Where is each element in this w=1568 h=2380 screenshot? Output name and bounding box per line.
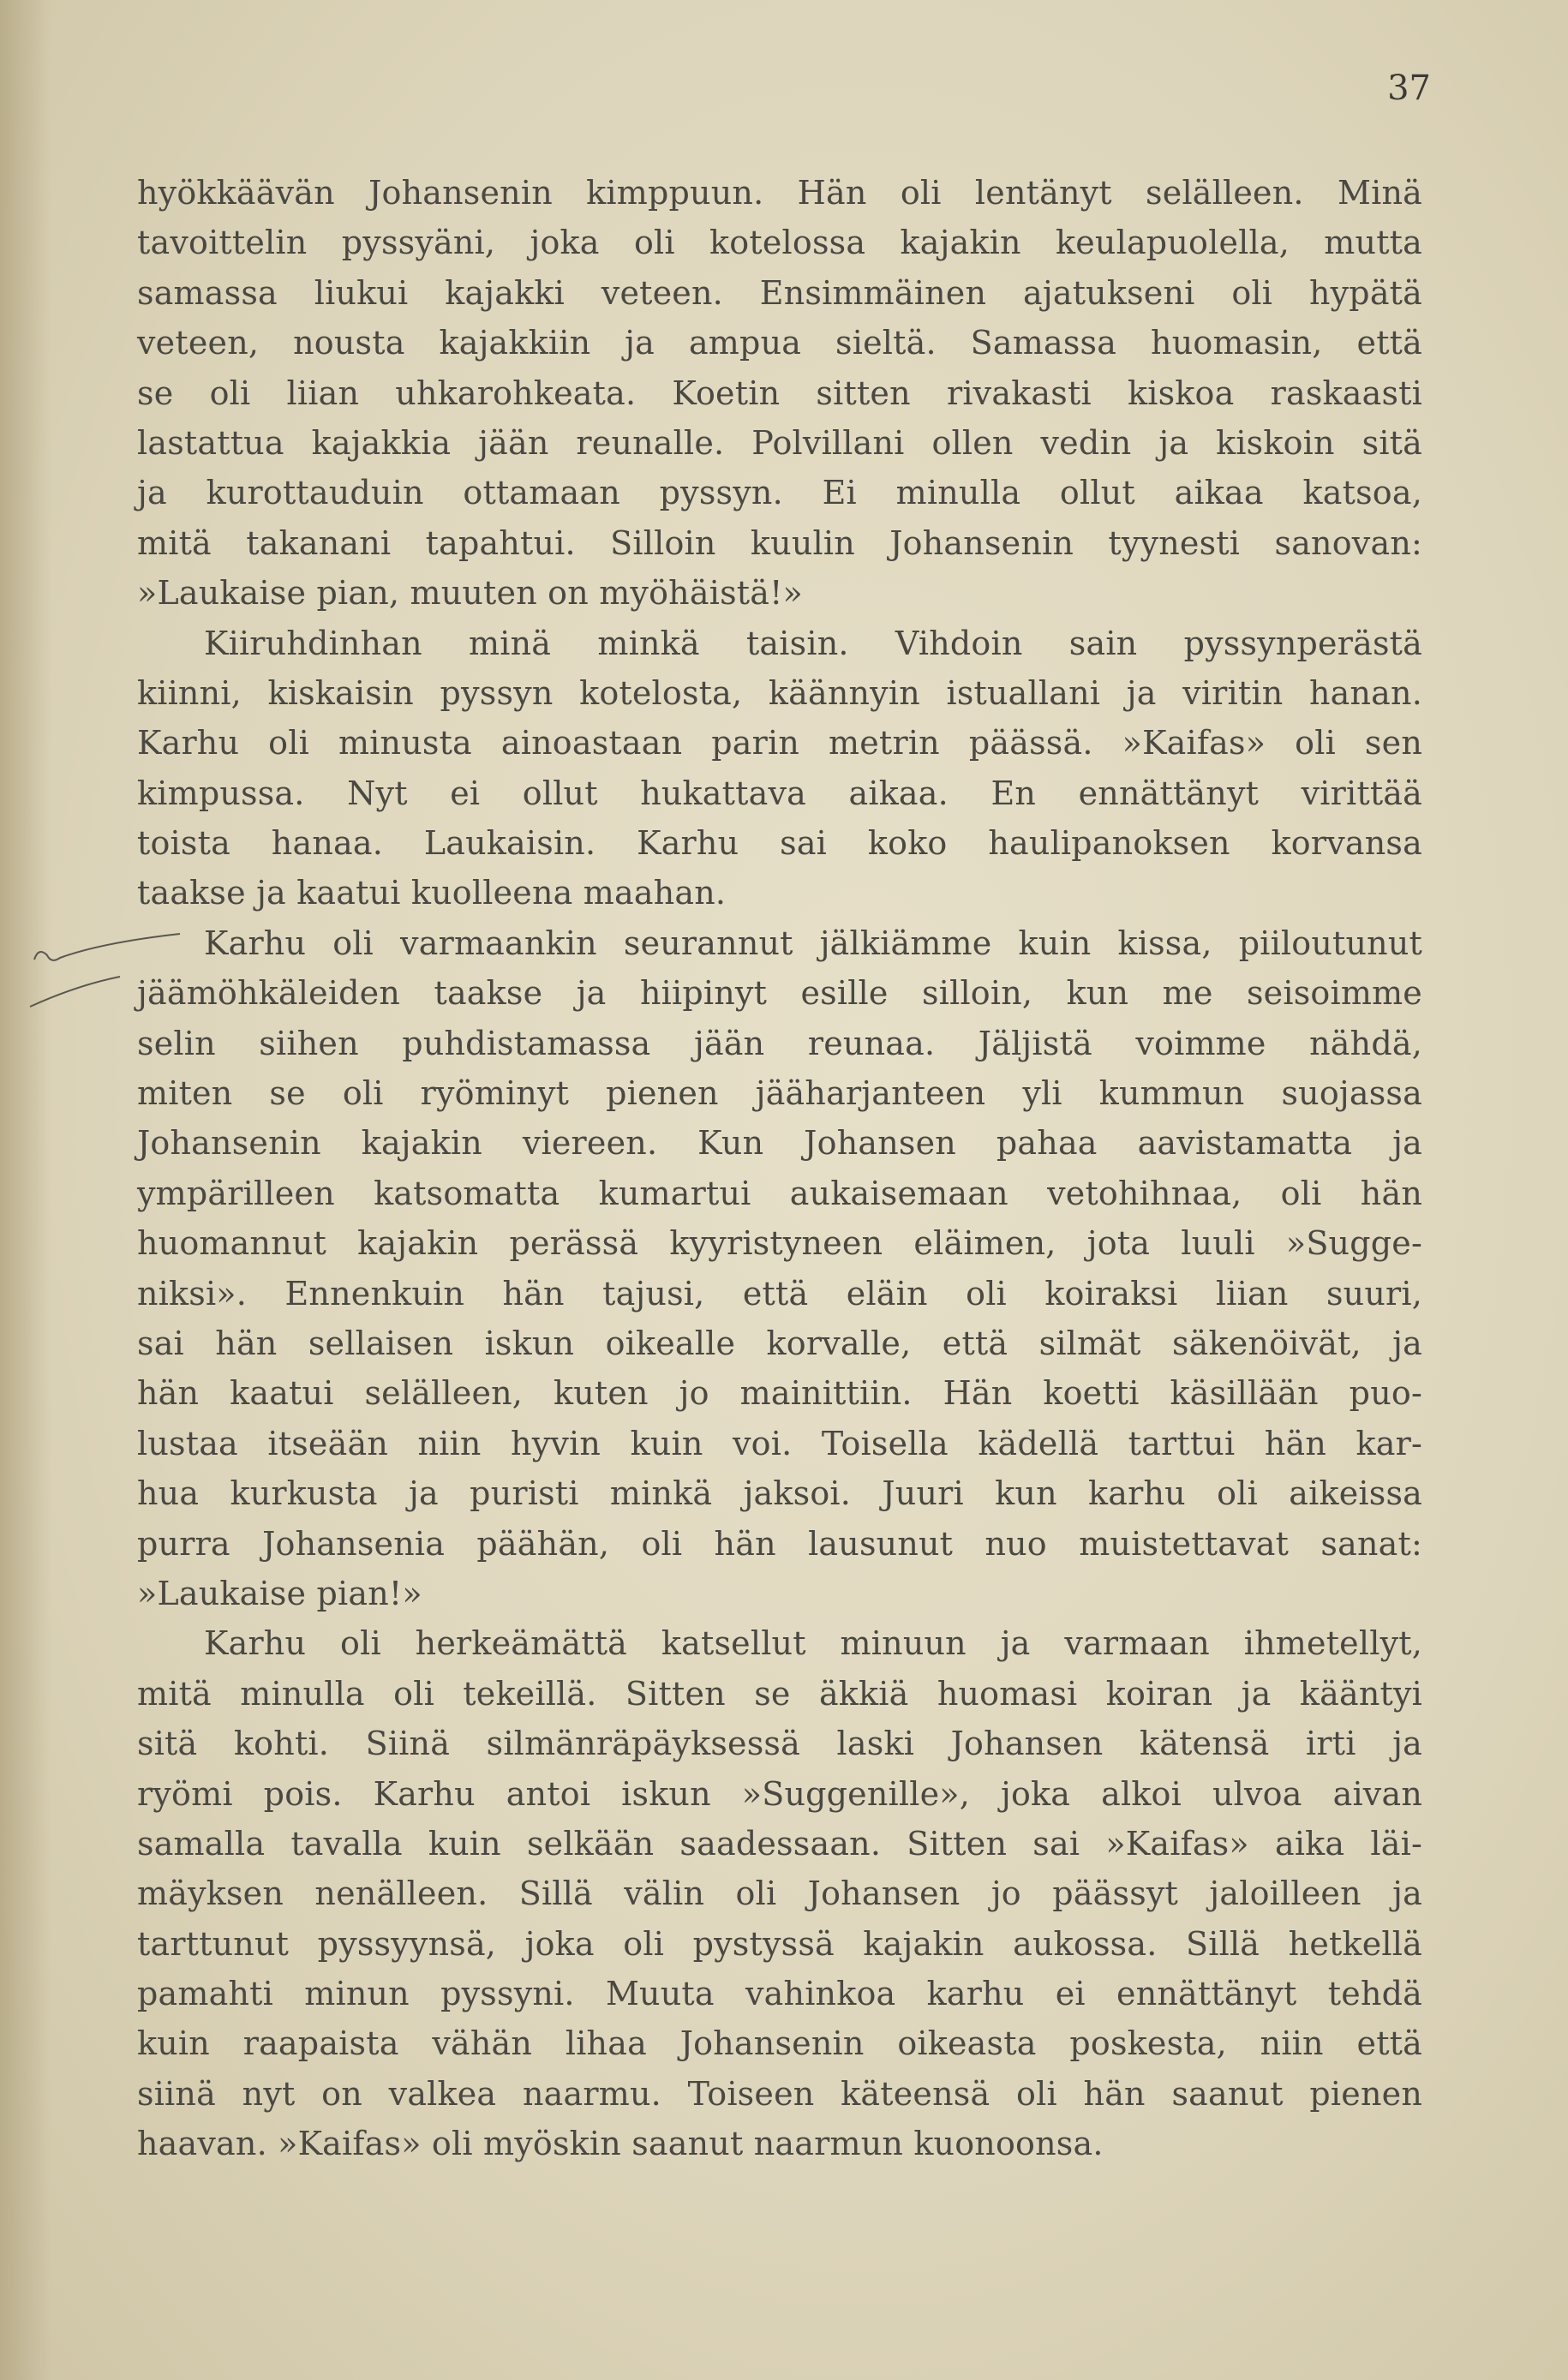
text-line: »Laukaise pian!» (137, 1574, 422, 1612)
body-text (137, 168, 1422, 2169)
text-line: ryömi pois. Karhu antoi iskun »Suggenille», joka alkoi ulvoa aivan (137, 1774, 1422, 1813)
text-line: hyökkäävän Johansenin kimppuun. Hän oli lentänyt selälleen. Minä (137, 174, 1422, 212)
text-line: kimpussa. Nyt ei ollut hukattava aikaa. En ennättänyt virittää (137, 774, 1422, 812)
text-line: miten se oli ryöminyt pienen jääharjanteen yli kummun suojassa (137, 1074, 1422, 1113)
text-line: kiinni, kiskaisin pyssyn kotelosta, käännyin istuallani ja viritin hanan. (137, 673, 1422, 712)
text-line: veteen, nousta kajakkiin ja ampua sieltä. Samassa huomasin, että (137, 324, 1422, 362)
text-line: sai hän sellaisen iskun oikealle korvalle, että silmät säkenöivät, ja (137, 1324, 1422, 1362)
text-line: selin siihen puhdistamassa jään reunaa. Jäljistä voimme nähdä, (137, 1024, 1422, 1062)
text-line: samassa liukui kajakki veteen. Ensimmäinen ajatukseni oli hypätä (137, 273, 1422, 312)
text-line: sitä kohti. Siinä silmänräpäyksessä laski Johansen kätensä irti ja (137, 1725, 1422, 1763)
text-line: purra Johansenia päähän, oli hän lausunut nuo muistettavat sanat: (137, 1524, 1422, 1563)
text-line: Karhu oli varmaankin seurannut jälkiämme kuin kissa, piiloutunut (204, 924, 1422, 962)
text-line: jäämöhkäleiden taakse ja hiipinyt esille silloin, kun me seisoimme (137, 974, 1422, 1013)
text-line: niksi». Ennenkuin hän tajusi, että eläin oli koiraksi liian suuri, (137, 1274, 1422, 1313)
text-line: tavoittelin pyssyäni, joka oli kotelossa kajakin keulapuolella, mutta (137, 224, 1422, 262)
text-line: lustaa itseään niin hyvin kuin voi. Toisella kädellä tarttui hän kar- (137, 1424, 1422, 1462)
text-line: mitä minulla oli tekeillä. Sitten se äkkiä huomasi koiran ja kääntyi (137, 1674, 1422, 1713)
text-line: hän kaatui selälleen, kuten jo mainittiin. Hän koetti käsillään puo- (137, 1374, 1422, 1413)
text-line: samalla tavalla kuin selkään saadessaan. Sitten sai »Kaifas» aika läi- (137, 1824, 1422, 1863)
text-line: huomannut kajakin perässä kyyristyneen eläimen, jota luuli »Sugge- (137, 1224, 1422, 1263)
text-line: pamahti minun pyssyni. Muuta vahinkoa karhu ei ennättänyt tehdä (137, 1975, 1422, 2013)
text-line: Karhu oli minusta ainoastaan parin metrin päässä. »Kaifas» oli sen (137, 724, 1422, 762)
text-line: Johansenin kajakin viereen. Kun Johansen pahaa aavistamatta ja (137, 1124, 1422, 1163)
text-line: »Laukaise pian, muuten on myöhäistä!» (137, 574, 804, 613)
text-line: hua kurkusta ja puristi minkä jaksoi. Juuri kun karhu oli aikeissa (137, 1474, 1422, 1513)
text-line: mäyksen nenälleen. Sillä välin oli Johansen jo päässyt jaloilleen ja (137, 1875, 1422, 1913)
text-line: toista hanaa. Laukaisin. Karhu sai koko haulipanoksen korvansa (137, 824, 1422, 863)
text-line: Kiiruhdinhan minä minkä taisin. Vihdoin sain pyssynperästä (204, 624, 1422, 662)
page-number: 37 (1387, 69, 1431, 108)
text-line: taakse ja kaatui kuolleena maahan. (137, 874, 727, 912)
text-line: siinä nyt on valkea naarmu. Toiseen käteensä oli hän saanut pienen (137, 2074, 1422, 2113)
text-line: mitä takanani tapahtui. Silloin kuulin Johansenin tyynesti sanovan: (137, 523, 1422, 562)
text-line: haavan. »Kaifas» oli myöskin saanut naarmun kuonoonsa. (137, 2125, 1104, 2163)
text-line: se oli liian uhkarohkeata. Koetin sitten rivakasti kiskoa raskaasti (137, 374, 1422, 412)
text-line: kuin raapaista vähän lihaa Johansenin oikeasta poskesta, niin että (137, 2024, 1422, 2063)
page-gutter-shadow (0, 0, 51, 2380)
text-line: lastattua kajakkia jään reunalle. Polvillani ollen vedin ja kiskoin sitä (137, 423, 1422, 462)
text-line: Karhu oli herkeämättä katsellut minuun ja varmaan ihmetellyt, (204, 1624, 1422, 1663)
text-line: ympärilleen katsomatta kumartui aukaisemaan vetohihnaa, oli hän (137, 1174, 1422, 1212)
text-line: tarttunut pyssyynsä, joka oli pystyssä kajakin aukossa. Sillä hetkellä (137, 1924, 1422, 1963)
text-line: ja kurottauduin ottamaan pyssyn. Ei minulla ollut aikaa katsoa, (137, 474, 1422, 512)
